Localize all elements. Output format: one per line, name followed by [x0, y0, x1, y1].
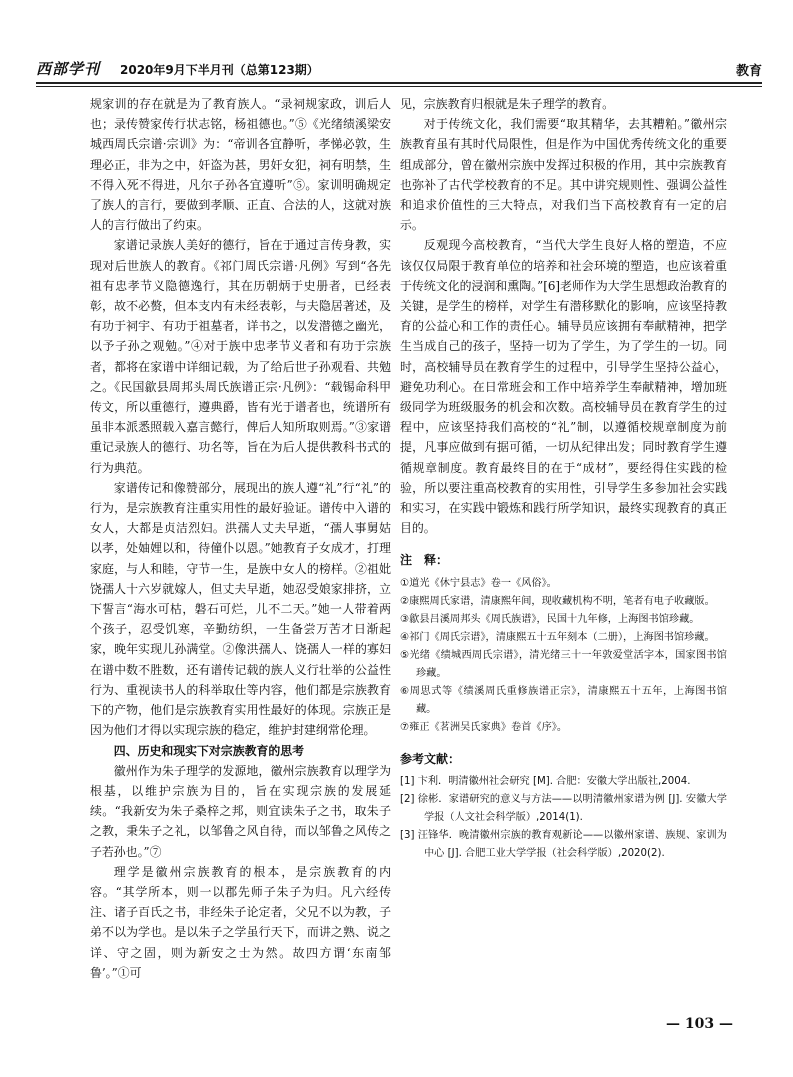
- notes-list: [400, 575, 727, 737]
- left-column: [90, 94, 391, 983]
- paragraph: 徽州作为朱子理学的发源地，徽州宗族教育以理学为根基，以维护宗族为目的，旨在实现宗族的发展延续。“我新安为朱子桑梓之邦，则宜读朱子之书，取朱子之教，秉朱子之礼，以邹鲁之风自待，而以邹鲁之风传之子若孙也。”⑦: [90, 763, 391, 859]
- note-item: ③歙县吕溪周邦头《周氏族谱》，民国十九年修，上海图书馆珍藏。: [400, 613, 700, 625]
- note-item: ①道光《休宁县志》卷一《风俗》。: [400, 577, 557, 589]
- paragraph: 家谱传记和像赞部分，展现出的族人遵“礼”行“礼”的行为，是宗族教育注重实用性的最好验证。谱传中入谱的女人，大都是贞洁烈妇。洪孺人丈夫早逝，“孺人事舅姑以孝，处妯娌以和，待僮仆以恩。”她教育子女成才，打理家庭，与人和睦，守节一生，是族中女人的榜样。②祖妣饶孺人十六岁就嫁人，但丈夫早逝，她忍受娘家排挤，立下誓言“海水可枯，磐石可烂，儿不二天。”她一人带着两个孩子，忍受饥寒，辛勤纺织，一生备尝万苦才日渐起家，晚年实现儿孙满堂。②像洪孺人、饶孺人一样的寡妇在谱中数不胜数，还有谱传记载的族人义行壮举的公益性行为、重视读书人的科举取仕等内容，他们都是宗族教育下的产物，他们是宗族教育实用性最好的体现。宗族正是因为他们才得以实现宗族的稳定，维护封建纲常伦理。: [90, 480, 391, 738]
- reference-item: [2] 徐彬．家谱研究的意义与方法——以明清徽州家谱为例 [J]. 安徽大学学报（人文社会科学版）,2014(1).: [400, 793, 727, 823]
- note-item: ④祁门《周氏宗谱》，清康熙五十五年刻本（二册），上海图书馆珍藏。: [400, 631, 715, 643]
- paragraph: 见，宗族教育归根就是朱子理学的教育。: [400, 97, 615, 111]
- section-heading: 四、历史和现实下对宗族教育的思考: [113, 743, 305, 758]
- paragraph: 理学是徽州宗族教育的根本，是宗族教育的内容。“其学所本，则一以郡先师子朱子为归。凡六经传注、诸子百氏之书，非经朱子论定者，父兄不以为教，子弟不以为学也。是以朱子之学虽行天下，而讲之熟、说之详、守之固，则为新安之士为然。故四方谓‘东南邹鲁’。”①可: [90, 864, 391, 980]
- note-item: ⑤光绪《绩城西周氏宗谱》，清光绪三十一年敦爱堂活字本，国家图书馆珍藏。: [400, 649, 727, 679]
- right-column: [400, 94, 727, 863]
- right-column-body: [400, 94, 727, 538]
- issue-info: 2020年9月下半月刊（总第123期）: [120, 63, 319, 77]
- paragraph: 家谱记录族人美好的德行，旨在于通过言传身教，实现对后世族人的教育。《祁门周氏宗谱·凡例》写到“各先祖有忠孝节义隐德逸行，其在历朝炳于史册者，已经表彰，故不必赘，但本支内有未经表彰，与夫隐居著述，及有功于祠宇、有功于祖墓者，详书之，以发潜德之幽光，以予子孙之观勉。”④对于族中忠孝节义者和有功于宗族者，都将在家谱中详细记载，为了给后世子孙观看、共勉之。《民国歙县周邦头周氏族谱正宗·凡例》：“载锡命科甲传文，所以重德行，遵典爵，皆有光于谱者也，统谱所有虽非本派悉照载入嘉言懿行，俾后人知所取则焉。”③家谱重记录族人的德行、功名等，旨在为后人提供教科书式的行为典范。: [90, 238, 391, 475]
- note-item: ②康熙周氏家谱，清康熙年间，现收藏机构不明，笔者有电子收藏版。: [400, 595, 715, 607]
- header-rule-thick: [36, 82, 762, 84]
- note-item: ⑥周思式等《绩溪周氏重修族谱正宗》，清康熙五十五年，上海图书馆藏。: [400, 685, 727, 715]
- references-list: [400, 773, 727, 863]
- notes-heading: 注 释：: [400, 553, 449, 568]
- reference-item: [1] 卞利．明清徽州社会研究 [M]. 合肥：安徽大学出版社,2004.: [400, 775, 691, 787]
- journal-name: 西部学刊: [36, 60, 101, 78]
- paragraph: 对于传统文化，我们需要“取其精华，去其糟粕。”徽州宗族教育虽有其时代局限性，但是作为中国优秀传统文化的重要组成部分，曾在徽州宗族中发挥过积极的作用，其中宗族教育也弥补了古代学校教育的不足。其中讲究规则性、强调公益性和追求价值性的三大特点，对我们当下高校教育有一定的启示。: [400, 117, 727, 233]
- note-item: ⑦雍正《茗洲吴氏家典》卷首《序》。: [400, 721, 568, 733]
- references-heading: 参考文献：: [400, 751, 461, 766]
- section-name: 教育: [735, 64, 762, 79]
- reference-item: [3] 汪锋华．晚清徽州宗族的教育观新论——以徽州家谱、族规、家训为中心 [J]. 合肥工业大学学报（社会科学版）,2020(2).: [400, 829, 727, 859]
- header-rule-thin: [36, 86, 762, 87]
- page-number: — 103 —: [666, 1016, 733, 1032]
- paragraph: 规家训的存在就是为了教育族人。“录祠规家政，训后人也；录传赞家传行状志铭，杨祖德也。”⑤《光绪绩溪梁安城西周氏宗谱·宗训》为：“帝训各宜静听，孝悌必敦，生理必正，非为之中，奸盗为甚，男奸女犯，祠有明禁，生不得入死不得进，凡尔子孙各宜遵听”⑤。家训明确规定了族人的言行，要做到孝顺、正直、合法的人，这就对族人的言行做出了约束。: [90, 97, 391, 233]
- page-header: [36, 58, 762, 80]
- paragraph: 反观现今高校教育，“当代大学生良好人格的塑造，不应该仅仅局限于教育单位的培养和社会环境的塑造，也应该着重于传统文化的浸润和熏陶。”[6]老师作为大学生思想政治教育的关键，是学生的榜样，对学生有潜移默化的影响，应该坚持教育的公益心和工作的责任心。辅导员应该拥有奉献精神，把学生当成自己的孩子，坚持一切为了学生，为了学生的一切。同时，高校辅导员在教育学生的过程中，引导学生坚持公益心，避免功利心。在日常班会和工作中培养学生奉献精神，增加班级同学为班级服务的机会和次数。高校辅导员在教育学生的过程中，应该坚持我们高校的“礼”制，以遵循校规章制度为前提，凡事应做到有据可循，一切从纪律出发；同时教育学生遵循规章制度。教育最终目的在于“成材”，要经得住实践的检验，所以要注重高校教育的实用性，引导学生多参加社会实践和实习，在实践中锻炼和践行所学知识，最终实现教育的真正目的。: [400, 238, 727, 536]
